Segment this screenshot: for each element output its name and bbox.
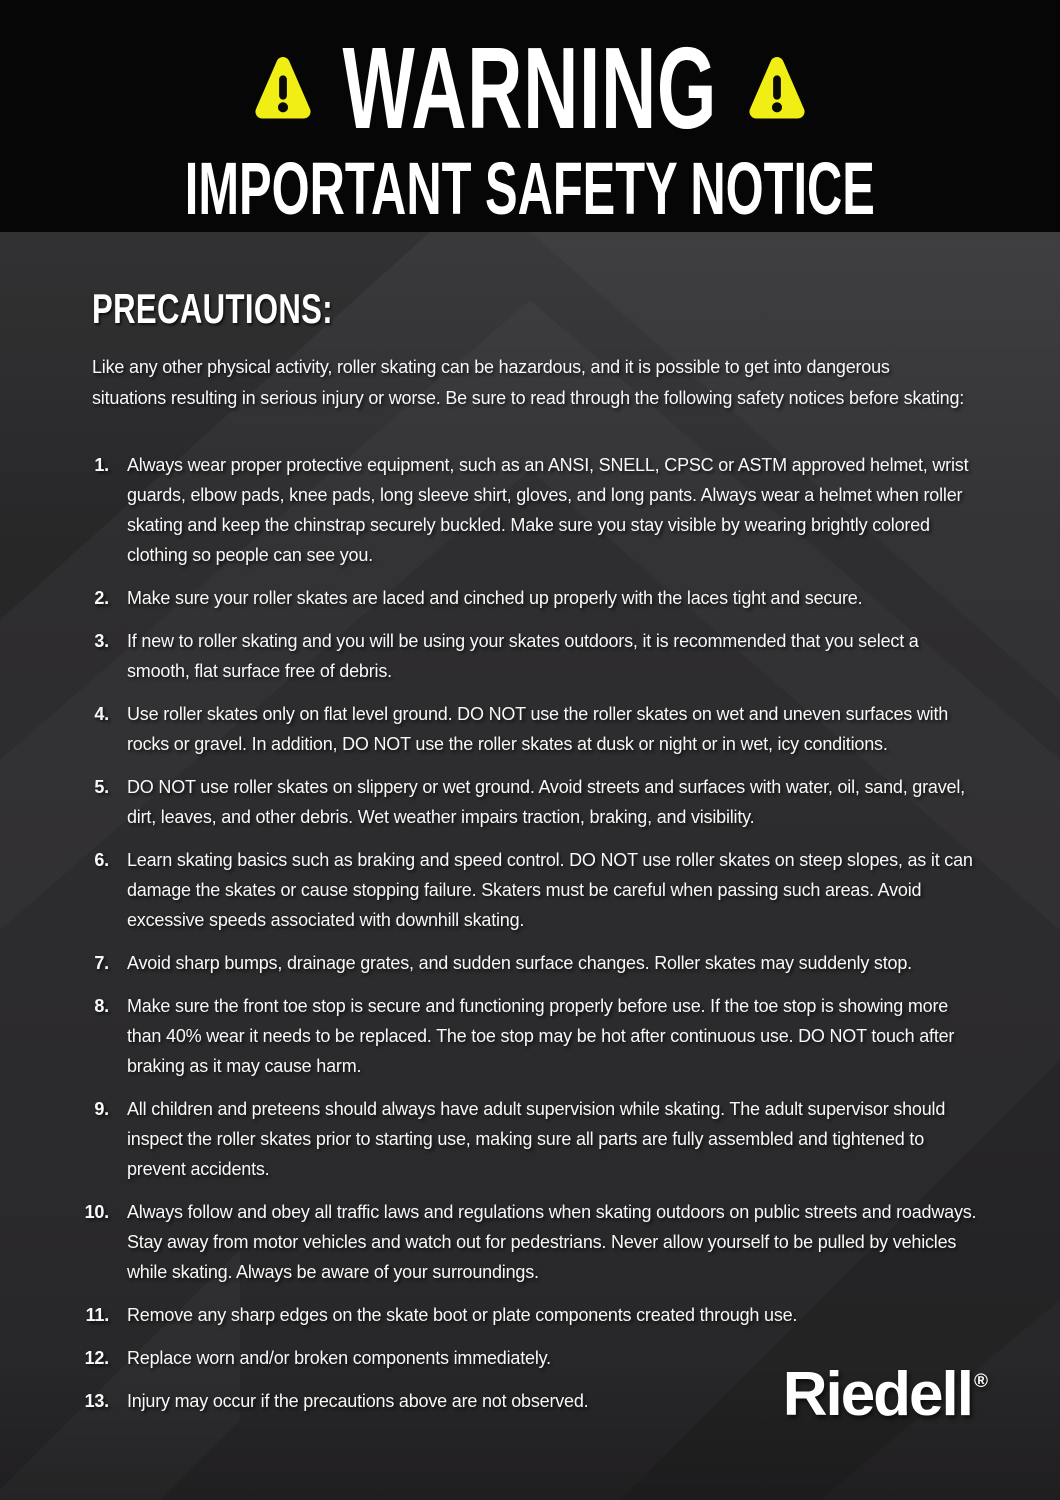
precaution-text: Injury may occur if the precautions above are not observed. <box>127 1391 589 1411</box>
precaution-number: 5. <box>94 777 109 797</box>
precaution-text: Always follow and obey all traffic laws and regulations when skating outdoors on public streets and roadways. Stay away from motor vehicles and watch out for pedestrians. Never allow yourself to be pulled by vehicles while skating. Always be aware of your surroundings. <box>127 1202 977 1282</box>
precautions-intro: Like any other physical activity, roller skating can be hazardous, and it is possible to get into dangerous situations resulting in serious injury or worse. Be sure to read through the following safety notices before skating: <box>92 357 965 408</box>
riedell-wordmark: Riedell <box>782 1360 972 1429</box>
warning-triangle-icon <box>748 53 806 123</box>
precaution-text: DO NOT use roller skates on slippery or wet ground. Avoid streets and surfaces with water, oil, sand, gravel, dirt, leaves, and other debris. Wet weather impairs traction, braking, and visibility. <box>127 777 965 827</box>
precautions-section <box>0 232 1060 1429</box>
precaution-text: If new to roller skating and you will be using your skates outdoors, it is recommended that you select a smooth, flat surface free of debris. <box>127 631 919 681</box>
warning-title-row <box>254 23 806 153</box>
precaution-item <box>86 1300 986 1330</box>
precaution-text: Learn skating basics such as braking and speed control. DO NOT use roller skates on steep slopes, as it can damage the skates or cause stopping failure. Skaters must be careful when passing such areas. Avoid excessive speeds associated with downhill skating. <box>127 850 973 930</box>
warning-title: WARNING <box>342 23 718 153</box>
precaution-number: 1. <box>94 455 109 475</box>
precaution-number: 3. <box>94 631 109 651</box>
warning-banner <box>0 0 1060 232</box>
safety-notice-subtitle: IMPORTANT SAFETY NOTICE <box>184 147 876 230</box>
precaution-item <box>86 772 986 832</box>
precaution-text: All children and preteens should always have adult supervision while skating. The adult supervisor should inspect the roller skates prior to starting use, making sure all parts are fully assembled and tightened to prevent accidents. <box>127 1099 946 1179</box>
precaution-item <box>86 450 986 570</box>
precaution-number: 8. <box>94 996 109 1016</box>
precaution-text: Use roller skates only on flat level ground. DO NOT use the roller skates on wet and uneven surfaces with rocks or gravel. In addition, DO NOT use the roller skates at dusk or night or in wet, icy conditions. <box>127 704 949 754</box>
precaution-item <box>86 948 986 978</box>
warning-title-wrap <box>330 23 730 153</box>
precaution-text: Always wear proper protective equipment, such as an ANSI, SNELL, CPSC or ASTM approved helmet, wrist guards, elbow pads, knee pads, long sleeve shirt, gloves, and long pants. Always wear a helmet when roller skating and keep the chinstrap securely buckled. Make sure you stay visible by wearing brightly colored clothing so people can see you. <box>127 455 969 565</box>
precaution-number: 10. <box>84 1202 109 1222</box>
precaution-number: 11. <box>85 1305 109 1325</box>
precaution-item <box>86 1094 986 1184</box>
precaution-number: 4. <box>94 704 109 724</box>
precautions-list <box>86 450 986 1416</box>
precautions-heading: PRECAUTIONS: <box>92 285 334 332</box>
precaution-number: 2. <box>94 588 109 608</box>
precaution-item <box>86 1197 986 1287</box>
precaution-text: Make sure your roller skates are laced and cinched up properly with the laces tight and secure. <box>127 588 863 608</box>
precaution-number: 12. <box>84 1348 109 1368</box>
precaution-item <box>86 991 986 1081</box>
precaution-text: Remove any sharp edges on the skate boot or plate components created through use. <box>127 1305 798 1325</box>
safety-notice-subtitle-wrap <box>0 147 1060 230</box>
registered-trademark-symbol: ® <box>974 1371 988 1392</box>
precaution-number: 13. <box>84 1391 109 1411</box>
precaution-item <box>86 583 986 613</box>
warning-triangle-icon <box>254 53 312 123</box>
precaution-text: Make sure the front toe stop is secure and functioning properly before use. If the toe stop is showing more than 40% wear it needs to be replaced. The toe stop may be hot after continuous use. DO NOT touch after braking as it may cause harm. <box>127 996 955 1076</box>
precaution-item <box>86 626 986 686</box>
precaution-item <box>86 699 986 759</box>
precaution-item <box>86 845 986 935</box>
precaution-number: 9. <box>94 1099 109 1119</box>
precaution-text: Replace worn and/or broken components immediately. <box>127 1348 551 1368</box>
precaution-text: Avoid sharp bumps, drainage grates, and sudden surface changes. Roller skates may suddenly stop. <box>127 953 912 973</box>
precaution-number: 6. <box>94 850 109 870</box>
riedell-logo <box>782 1360 988 1429</box>
precaution-number: 7. <box>94 953 109 973</box>
